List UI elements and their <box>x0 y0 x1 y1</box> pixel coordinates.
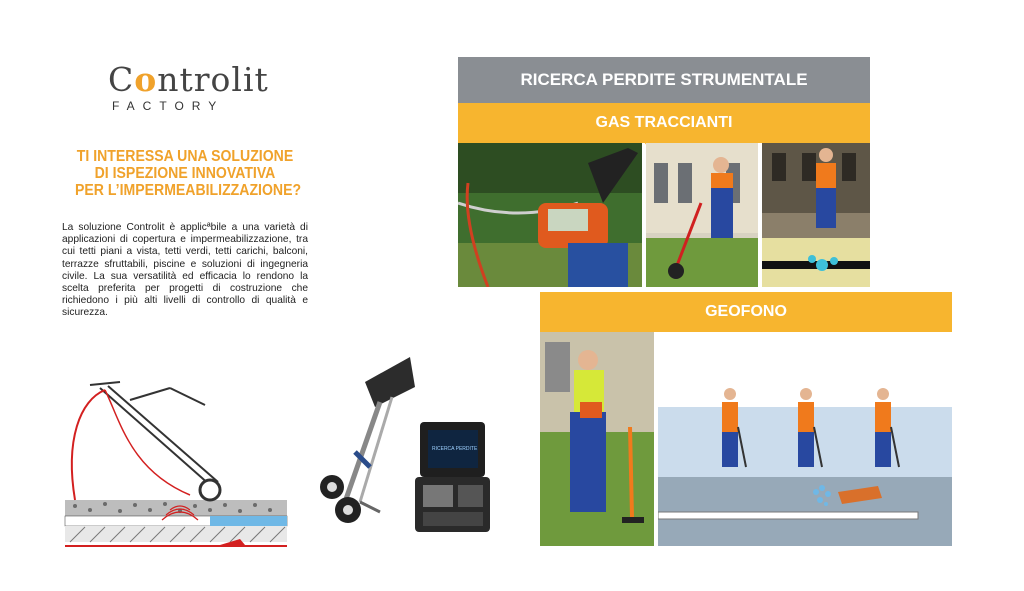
water-leak <box>210 516 287 526</box>
headline-line-1: TI INTERESSA UNA SOLUZIONE <box>76 148 294 165</box>
geofono-diagram <box>658 332 952 546</box>
red-cable <box>72 390 105 500</box>
logo-o: o <box>134 60 158 99</box>
equipment-case <box>415 422 490 532</box>
photo-gas-field-worker <box>646 143 758 287</box>
banner-gas-traccianti: GAS TRACCIANTI <box>458 103 870 143</box>
banner-ricerca-perdite: RICERCA PERDITE STRUMENTALE <box>458 57 870 103</box>
headline-line-2: DI ISPEZIONE INNOVATIVA <box>94 165 276 182</box>
photo-gas-device-closeup <box>458 143 642 287</box>
logo-tagline: FACTORY <box>112 99 225 113</box>
device-kit-illustration <box>320 352 490 537</box>
banner-geofono: GEOFONO <box>540 292 952 332</box>
logo-c: C <box>108 60 135 99</box>
controlit-logo <box>108 60 269 99</box>
device-screen-text: RICERCA PERDITE <box>432 446 478 452</box>
photo-geofono-worker <box>540 332 654 546</box>
photo-gas-pipe-diagram <box>762 143 870 287</box>
logo-rest: ntrolit <box>157 60 269 99</box>
headline-line-3: PER L’IMPERMEABILIZZAZIONE? <box>75 182 302 199</box>
headline <box>75 148 302 199</box>
roof-section-illustration <box>60 370 290 560</box>
detector-trolley <box>320 357 415 523</box>
body-paragraph: La soluzione Controlit è applicªbile a una varietà di applicazioni di copertura e impermeabilizzazione, tra cui tetti piani a vista, tetti verdi, tetti carichi, balconi, terrazze sfruttabili, piscine e soluzioni di ingegneria civile. La sua versatilità ed efficacia lo rendono la scelta preferita per progetti di costruzione che richiedono i più alti livelli di controllo di qualità e sicurezza. <box>62 222 308 319</box>
trolley-wheel <box>200 480 220 500</box>
gravel-layer <box>65 500 287 516</box>
buried-pipe <box>658 512 918 519</box>
